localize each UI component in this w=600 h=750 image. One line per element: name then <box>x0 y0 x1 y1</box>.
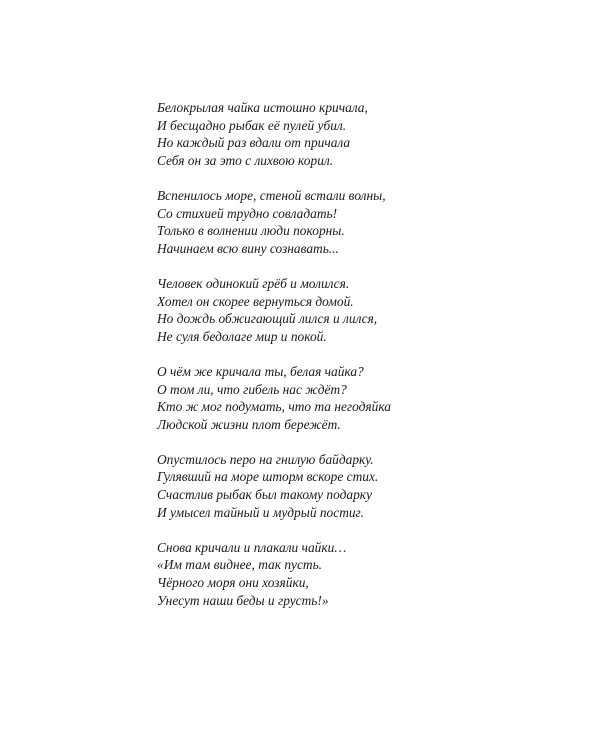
poem-line: Унесут наши беды и грусть!» <box>157 592 329 608</box>
stanza-2 <box>157 187 557 257</box>
stanza-1 <box>157 99 557 169</box>
poem-line: О том ли, что гибель нас ждёт? <box>157 381 347 397</box>
poem-line: О чём же кричала ты, белая чайка? <box>157 363 364 379</box>
poem-line: Людской жизни плот бережёт. <box>157 416 341 432</box>
poem-line: Кто ж мог подумать, что та негодяйка <box>157 399 391 415</box>
poem-line: Вспенилось море, стеной встали волны, <box>157 187 386 203</box>
poem-line: Хотел он скорее вернуться домой. <box>157 293 354 309</box>
poem-line: Но дождь обжигающий лился и лился, <box>157 311 378 327</box>
poem-line: Счастлив рыбак был такому подарку <box>157 487 373 503</box>
stanza-5 <box>157 451 557 521</box>
poem-line: Но каждый раз вдали от причала <box>157 135 351 151</box>
poem-line: Со стихией трудно совладать! <box>157 205 338 221</box>
poem-line: Чёрного моря они хозяйки, <box>157 575 309 591</box>
poem-line: Не суля бедолаге мир и покой. <box>157 328 327 344</box>
stanza-4 <box>157 363 557 433</box>
stanza-6 <box>157 539 557 609</box>
poem-line: Только в волнении люди покорны. <box>157 223 345 239</box>
poem-line: Снова кричали и плакали чайки… <box>157 539 347 555</box>
poem-line: Себя он за это с лихвою корил. <box>157 152 334 168</box>
poem-line: «Им там виднее, так пусть. <box>157 557 323 573</box>
poem-line: И бесщадно рыбак её пулей убил. <box>157 117 347 133</box>
poem-line: Начинаем всю вину сознавать... <box>157 240 339 256</box>
poem-line: Гулявший на море шторм вскоре стих. <box>157 469 379 485</box>
poem-line: Белокрылая чайка истошно кричала, <box>157 100 368 115</box>
poem-line: Человек одинокий грёб и молился. <box>157 275 350 291</box>
stanza-3 <box>157 275 557 345</box>
poem-line: Опустилось перо на гнилую байдарку. <box>157 451 374 467</box>
poem-line: И умысел тайный и мудрый постиг. <box>157 504 364 520</box>
poem-text <box>157 99 557 627</box>
